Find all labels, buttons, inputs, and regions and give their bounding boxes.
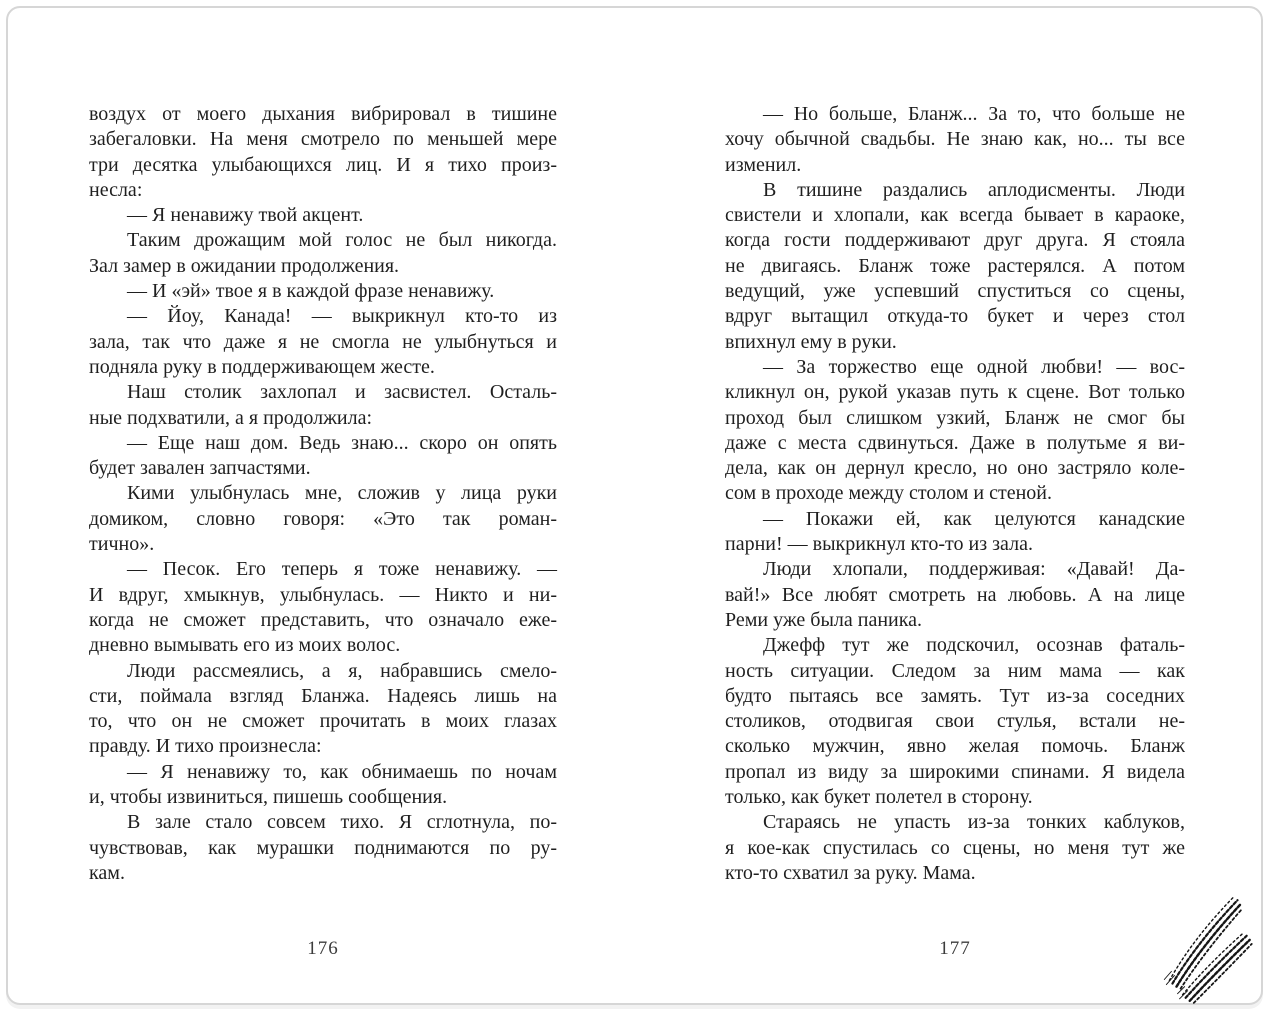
text-line: домиком, словно говоря: «Это так роман- bbox=[89, 507, 557, 530]
page-number-left: 176 bbox=[307, 938, 339, 959]
text-line: будто пытаясь все замять. Тут из-за соседних bbox=[725, 684, 1185, 707]
text-line: Зал замер в ожидании продолжения. bbox=[89, 254, 400, 277]
text-line: то, что он не сможет прочитать в моих глазах bbox=[89, 710, 557, 733]
text-line: когда не сможет представить, что означало еже- bbox=[89, 608, 557, 631]
text-line: изменил. bbox=[725, 153, 802, 176]
text-line: сти, поймала взгляд Бланжа. Надеясь лишь на bbox=[89, 684, 557, 707]
text-line: столиков, отодвигая свои стулья, встали не- bbox=[725, 710, 1185, 733]
text-line: я кое-как спустилась со сцены, но меня тут же bbox=[725, 836, 1185, 859]
text-line: свистели и хлопали, как всегда бывает в караоке, bbox=[725, 204, 1185, 227]
text-line: — Покажи ей, как целуются канадские bbox=[763, 507, 1185, 530]
text-line: не двигаясь. Бланж тоже растерялся. А потом bbox=[725, 254, 1185, 277]
text-line: В тишине раздались аплодисменты. Люди bbox=[763, 178, 1185, 201]
text-line: впихнул ему в руки. bbox=[725, 330, 897, 353]
text-line: — За торжество еще одной любви! — вос- bbox=[763, 355, 1185, 378]
text-line: Реми уже была паника. bbox=[725, 608, 923, 631]
text-line: дела, как он дернул кресло, но оно застряло коле- bbox=[725, 457, 1185, 480]
text-line: три десятка улыбающихся лиц. И я тихо произ- bbox=[89, 153, 557, 176]
text-line: В зале стало совсем тихо. Я сглотнула, по- bbox=[127, 811, 557, 834]
text-line: Джефф тут же подскочил, осознав фаталь- bbox=[763, 634, 1185, 657]
text-line: Люди рассмеялись, а я, набравшись смело- bbox=[127, 659, 557, 682]
wheat-flourish-decoration bbox=[1156, 886, 1258, 1010]
text-line: Кими улыбнулась мне, сложив у лица руки bbox=[127, 482, 557, 505]
right-page-text bbox=[725, 102, 1185, 886]
text-line: даже с места сдвинуться. Даже в полутьме я ви- bbox=[725, 431, 1185, 454]
text-line: Наш столик захлопал и засвистел. Осталь- bbox=[127, 381, 557, 404]
text-line: — Еще наш дом. Ведь знаю... скоро он опять bbox=[127, 431, 557, 454]
text-line: проход был слишком узкий, Бланж не смог бы bbox=[725, 406, 1185, 429]
text-line: — Я ненавижу то, как обнимаешь по ночам bbox=[127, 760, 557, 783]
text-line: хочу обычной свадьбы. Не знаю как, но... ты все bbox=[725, 128, 1185, 151]
text-line: зала, так что даже я не смогла не улыбнуться и bbox=[89, 330, 557, 353]
text-line: будет завален запчастями. bbox=[89, 457, 311, 480]
text-line: чувствовав, как мурашки поднимаются по ру- bbox=[89, 836, 557, 859]
page-border bbox=[6, 6, 1263, 1005]
text-line: тично». bbox=[89, 533, 155, 556]
text-line: когда гости поддерживают друг друга. Я стояла bbox=[725, 229, 1185, 252]
text-line: — Песок. Его теперь я тоже ненавижу. — bbox=[127, 558, 557, 581]
text-line: — И «эй» твое я в каждой фразе ненавижу. bbox=[127, 280, 495, 303]
text-line: И вдруг, хмыкнув, улыбнулась. — Никто и ни- bbox=[89, 583, 557, 606]
text-line: воздух от моего дыхания вибрировал в тишине bbox=[89, 103, 557, 125]
text-line: — Я ненавижу твой акцент. bbox=[127, 204, 364, 227]
text-line: сом в проходе между столом и стеной. bbox=[725, 482, 1052, 505]
text-line: кликнул он, рукой указав путь к сцене. Вот только bbox=[725, 381, 1185, 404]
text-line: сколько мужчин, явно желая помочь. Бланж bbox=[725, 735, 1185, 758]
text-line: — Йоу, Канада! — выкрикнул кто-то из bbox=[127, 305, 557, 328]
text-line: ные подхватили, а я продолжила: bbox=[89, 406, 373, 429]
text-line: правду. И тихо произнесла: bbox=[89, 735, 322, 758]
text-line: ность ситуации. Следом за ним мама — как bbox=[725, 659, 1185, 682]
text-line: и, чтобы извиниться, пишешь сообщения. bbox=[89, 786, 448, 809]
text-line: Стараясь не упасть из-за тонких каблуков, bbox=[763, 811, 1185, 834]
text-line: подняла руку в поддерживающем жесте. bbox=[89, 355, 435, 378]
text-line: парни! — выкрикнул кто-то из зала. bbox=[725, 533, 1033, 556]
text-line: забегаловки. На меня смотрело по меньшей мере bbox=[89, 128, 557, 151]
left-page-text bbox=[89, 102, 557, 886]
text-line: кам. bbox=[89, 861, 125, 884]
text-line: — Но больше, Бланж... За то, что больше не bbox=[763, 103, 1185, 125]
text-line: только, как букет полетел в сторону. bbox=[725, 786, 1033, 809]
text-line: Таким дрожащим мой голос не был никогда. bbox=[127, 229, 557, 252]
text-line: пропал из виду за широкими спинами. Я видела bbox=[725, 760, 1185, 783]
text-line: ведущий, уже успевший спуститься со сцены, bbox=[725, 280, 1185, 303]
text-line: вдруг вытащил откуда-то букет и через стол bbox=[725, 305, 1185, 328]
text-line: вай!» Все любят смотреть на любовь. А на лице bbox=[725, 583, 1185, 606]
text-line: кто-то схватил за руку. Мама. bbox=[725, 861, 976, 884]
text-line: несла: bbox=[89, 178, 143, 201]
text-line: Люди хлопали, поддерживая: «Давай! Да- bbox=[763, 558, 1185, 581]
page-number-right: 177 bbox=[939, 938, 971, 959]
text-line: дневно вымывать его из моих волос. bbox=[89, 634, 401, 657]
